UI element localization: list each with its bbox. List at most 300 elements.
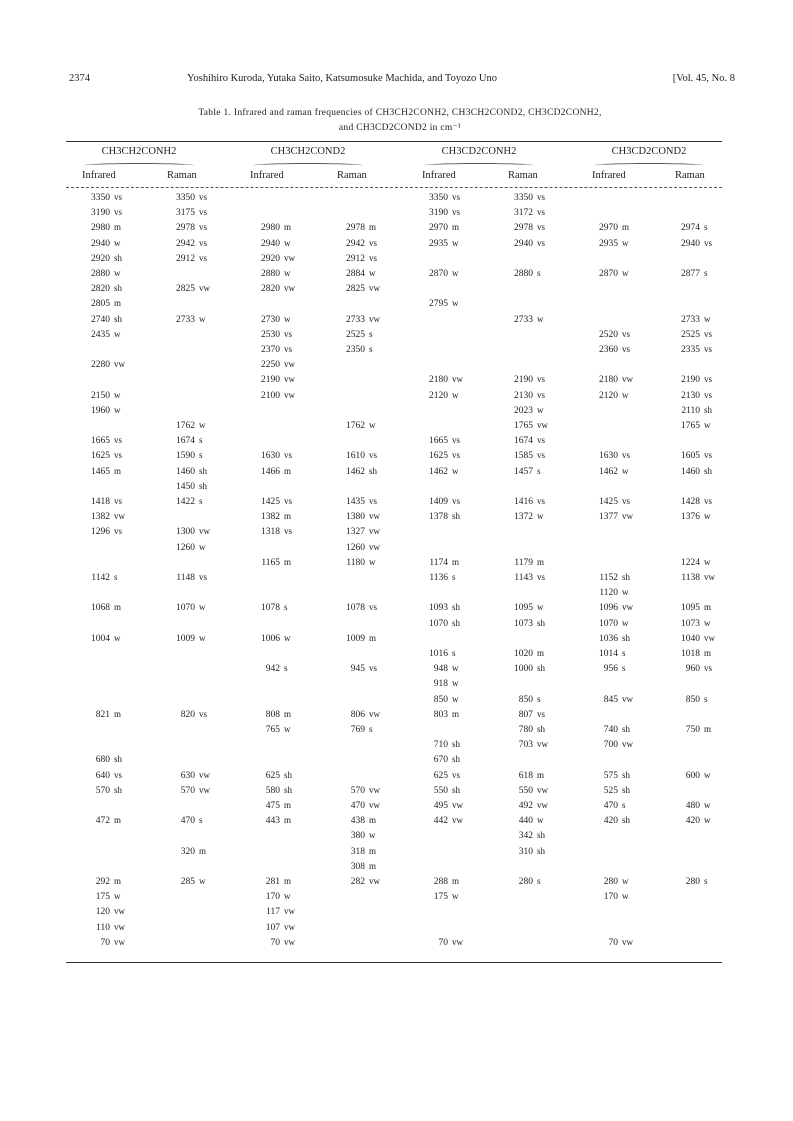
frequency-cell: 1457 s (514, 465, 541, 477)
frequency-cell: 2920 vw (261, 252, 295, 264)
frequency-cell: 1070 sh (429, 617, 461, 629)
table-row (0, 390, 793, 405)
frequency-cell: 942 s (265, 663, 288, 675)
table-row (0, 359, 793, 374)
frequency-cell: 492 vw (518, 800, 548, 811)
table-row (0, 587, 793, 602)
frequency-cell: 1014 s (599, 648, 626, 659)
frequency-cell: 570 vw (350, 784, 380, 796)
compound-header: CH3CD2COND2 (611, 146, 687, 157)
frequency-cell: 2870 w (429, 268, 459, 279)
frequency-cell: 570 sh (95, 784, 123, 796)
frequency-cell: 380 w (350, 830, 376, 842)
frequency-cell: 1665 vs (429, 435, 461, 447)
table-row (0, 207, 793, 222)
compound-header: CH3CD2CONH2 (441, 146, 517, 157)
frequency-cell: 808 m (265, 708, 292, 720)
frequency-cell: 580 sh (265, 784, 293, 796)
frequency-cell: 2733 w (514, 313, 544, 325)
frequency-cell: 803 m (433, 708, 460, 720)
frequency-cell: 2525 vs (681, 328, 713, 340)
table-row (0, 481, 793, 496)
table-row (0, 511, 793, 526)
frequency-cell: 2912 vs (346, 252, 378, 264)
table-row (0, 694, 793, 709)
table-row (0, 876, 793, 891)
frequency-cell: 1016 s (429, 648, 456, 659)
frequency-cell: 1152 sh (599, 572, 631, 583)
table-row (0, 450, 793, 465)
frequency-cell: 740 sh (603, 724, 631, 735)
frequency-cell: 342 sh (518, 830, 546, 842)
frequency-cell: 845 vw (603, 693, 633, 705)
table-bottom-rule (66, 962, 722, 963)
frequency-cell: 1073 sh (514, 617, 546, 629)
frequency-cell: 2130 vs (514, 389, 546, 401)
frequency-cell: 2335 vs (681, 344, 713, 355)
table-row (0, 238, 793, 253)
frequency-cell: 3350 vs (429, 192, 461, 203)
frequency-cell: 440 w (518, 815, 544, 827)
frequency-cell: 2733 w (176, 313, 206, 325)
table-row (0, 678, 793, 693)
frequency-cell: 280 w (603, 876, 629, 887)
frequency-cell: 1605 vs (681, 450, 713, 462)
frequency-cell: 1224 w (681, 556, 711, 568)
frequency-cell: 2884 w (346, 268, 376, 279)
frequency-cell: 2795 w (429, 298, 459, 310)
frequency-cell: 1000 sh (514, 663, 546, 675)
frequency-cell: 550 vw (518, 784, 548, 796)
frequency-cell: 2190 vs (681, 374, 713, 386)
frequency-cell: 1296 vs (91, 526, 123, 538)
frequency-cell: 1148 vs (176, 572, 208, 583)
frequency-cell: 1382 vw (91, 511, 125, 523)
frequency-cell: 3175 vs (176, 207, 208, 219)
frequency-cell: 2920 sh (91, 252, 123, 264)
frequency-cell: 1018 m (681, 648, 712, 659)
frequency-cell: 175 w (433, 891, 459, 903)
frequency-cell: 280 s (518, 876, 541, 887)
column-header-infrared: Infrared (592, 170, 626, 181)
table-caption-line-2: and CH3CD2COND2 in cm⁻¹ (338, 123, 462, 133)
frequency-cell: 2974 s (681, 222, 708, 234)
frequency-cell: 1425 vs (599, 496, 631, 507)
frequency-cell: 1180 w (346, 556, 376, 568)
table-row (0, 800, 793, 815)
column-header-infrared: Infrared (422, 170, 456, 181)
frequency-cell: 1260 vw (346, 541, 380, 553)
frequency-cell: 2940 vs (681, 237, 713, 249)
frequency-cell: 2825 vw (346, 283, 380, 295)
frequency-cell: 1300 vw (176, 526, 210, 538)
frequency-cell: 1020 m (514, 648, 545, 659)
volume-label: [Vol. 45, No. 8 (672, 73, 735, 84)
frequency-cell: 2280 vw (91, 359, 125, 371)
frequency-cell: 1327 vw (346, 526, 380, 538)
frequency-cell: 420 w (685, 815, 711, 827)
table-row (0, 420, 793, 435)
frequency-cell: 282 vw (350, 876, 380, 887)
frequency-cell: 1006 w (261, 632, 291, 644)
frequency-cell: 1409 vs (429, 496, 461, 507)
compound-brace (253, 163, 363, 168)
frequency-cell: 1120 w (599, 587, 629, 599)
frequency-cell: 2970 m (429, 222, 460, 234)
table-row (0, 557, 793, 572)
frequency-cell: 1165 m (261, 556, 292, 568)
frequency-cell: 308 m (350, 860, 377, 872)
frequency-cell: 288 m (433, 876, 460, 887)
column-header-raman: Raman (337, 170, 367, 181)
frequency-cell: 1460 sh (681, 465, 713, 477)
frequency-cell: 1318 vs (261, 526, 293, 538)
frequency-cell: 1466 m (261, 465, 292, 477)
frequency-cell: 2733 w (681, 313, 711, 325)
page-header (69, 73, 735, 89)
frequency-cell: 2877 s (681, 268, 708, 279)
frequency-cell: 70 vw (270, 936, 295, 948)
frequency-cell: 1625 vs (429, 450, 461, 462)
table-row (0, 496, 793, 511)
table-row (0, 906, 793, 921)
table-row (0, 253, 793, 268)
frequency-cell: 1136 s (429, 572, 456, 583)
frequency-cell: 1422 s (176, 496, 203, 507)
table-row (0, 222, 793, 237)
frequency-cell: 470 s (180, 815, 203, 827)
frequency-cell: 480 w (685, 800, 711, 811)
table-row (0, 830, 793, 845)
frequency-cell: 438 m (350, 815, 377, 827)
table-row (0, 435, 793, 450)
frequency-cell: 2870 w (599, 268, 629, 279)
frequency-cell: 1095 w (514, 602, 544, 614)
frequency-cell: 1009 m (346, 632, 377, 644)
frequency-cell: 618 m (518, 769, 545, 781)
frequency-cell: 1610 vs (346, 450, 378, 462)
frequency-cell: 2120 w (429, 389, 459, 401)
frequency-cell: 2110 sh (681, 404, 713, 416)
table-row (0, 861, 793, 876)
frequency-cell: 2978 vs (176, 222, 208, 234)
table-row (0, 785, 793, 800)
frequency-cell: 70 vw (608, 936, 633, 948)
frequency-cell: 2370 vs (261, 344, 293, 355)
frequency-cell: 310 sh (518, 845, 546, 857)
frequency-cell: 2730 w (261, 313, 291, 325)
table-row (0, 739, 793, 754)
frequency-cell: 2120 w (599, 389, 629, 401)
frequency-cell: 625 vs (433, 769, 461, 781)
frequency-cell: 1462 w (599, 465, 629, 477)
frequency-cell: 2520 vs (599, 328, 631, 340)
table-row (0, 770, 793, 785)
frequency-cell: 2360 vs (599, 344, 631, 355)
frequency-cell: 280 s (685, 876, 708, 887)
frequency-cell: 1070 w (599, 617, 629, 629)
frequency-cell: 120 vw (95, 906, 125, 918)
table-row (0, 344, 793, 359)
table-caption-line-1: Table 1. Infrared and raman frequencies of CH3CH2CONH2, CH3CH2COND2, CH3CD2CONH2, (198, 108, 602, 118)
frequency-cell: 2820 sh (91, 283, 123, 295)
frequency-cell: 2980 m (91, 222, 122, 234)
frequency-cell: 170 w (603, 891, 629, 903)
table-row (0, 618, 793, 633)
frequency-cell: 600 w (685, 769, 711, 781)
frequency-cell: 1260 w (176, 541, 206, 553)
frequency-cell: 960 vs (685, 663, 713, 675)
table-row (0, 937, 793, 952)
frequency-cell: 850 s (518, 693, 541, 705)
table-row (0, 314, 793, 329)
table-row (0, 754, 793, 769)
frequency-cell: 2350 s (346, 344, 373, 355)
table-row (0, 709, 793, 724)
frequency-cell: 2740 sh (91, 313, 123, 325)
frequency-cell: 2435 w (91, 328, 121, 340)
frequency-cell: 70 vw (100, 936, 125, 948)
frequency-cell: 2880 w (91, 268, 121, 279)
frequency-cell: 1078 vs (346, 602, 378, 614)
frequency-cell: 3190 vs (429, 207, 461, 219)
frequency-cell: 2942 vs (346, 237, 378, 249)
frequency-cell: 1762 w (346, 420, 376, 431)
frequency-cell: 1073 w (681, 617, 711, 629)
frequency-cell: 3190 vs (91, 207, 123, 219)
frequency-cell: 806 vw (350, 708, 380, 720)
table-row (0, 846, 793, 861)
frequency-cell: 1093 sh (429, 602, 461, 614)
page-number: 2374 (69, 73, 90, 84)
frequency-cell: 1036 sh (599, 632, 631, 644)
frequency-cell: 2980 m (261, 222, 292, 234)
frequency-cell: 2935 w (599, 237, 629, 249)
frequency-cell: 2150 w (91, 389, 121, 401)
frequency-cell: 710 sh (433, 739, 461, 751)
frequency-cell: 1665 vs (91, 435, 123, 447)
column-header-infrared: Infrared (250, 170, 284, 181)
table-row (0, 268, 793, 283)
table-row (0, 891, 793, 906)
column-header-raman: Raman (675, 170, 705, 181)
frequency-cell: 70 vw (438, 936, 463, 948)
frequency-cell: 470 s (603, 800, 626, 811)
frequency-cell: 2023 w (514, 404, 544, 416)
frequency-cell: 320 m (180, 845, 207, 857)
frequency-cell: 292 m (95, 876, 122, 887)
table-row (0, 542, 793, 557)
frequency-cell: 1009 w (176, 632, 206, 644)
frequency-cell: 1762 w (176, 420, 206, 431)
compound-brace (424, 163, 534, 168)
frequency-cell: 1068 m (91, 602, 122, 614)
frequency-cell: 1450 sh (176, 480, 208, 492)
column-header-infrared: Infrared (82, 170, 116, 181)
frequency-cell: 170 w (265, 891, 291, 903)
frequency-cell: 2940 w (91, 237, 121, 249)
frequency-cell: 1040 vw (681, 632, 715, 644)
frequency-cell: 780 sh (518, 724, 546, 735)
table-row (0, 922, 793, 937)
frequency-cell: 525 sh (603, 784, 631, 796)
author-line: Yoshihiro Kuroda, Yutaka Saito, Katsumosuke Machida, and Toyozo Uno (187, 73, 497, 84)
column-header-raman: Raman (167, 170, 197, 181)
frequency-cell: 850 s (685, 693, 708, 705)
frequency-cell: 2100 vw (261, 389, 295, 401)
frequency-cell: 703 vw (518, 739, 548, 751)
frequency-cell: 495 vw (433, 800, 463, 811)
table-row (0, 374, 793, 389)
frequency-cell: 475 m (265, 800, 292, 811)
frequency-cell: 1372 w (514, 511, 544, 523)
compound-brace (594, 163, 704, 168)
table-row (0, 283, 793, 298)
frequency-cell: 107 vw (265, 921, 295, 933)
frequency-cell: 680 sh (95, 754, 123, 766)
frequency-cell: 1674 s (176, 435, 203, 447)
frequency-cell: 1078 s (261, 602, 288, 614)
frequency-cell: 2190 vs (514, 374, 546, 386)
frequency-cell: 2978 m (346, 222, 377, 234)
table-top-rule (66, 141, 722, 142)
frequency-cell: 117 vw (266, 906, 295, 918)
column-header-raman: Raman (508, 170, 538, 181)
frequency-cell: 1460 sh (176, 465, 208, 477)
table-row (0, 466, 793, 481)
frequency-cell: 820 vs (180, 708, 208, 720)
frequency-cell: 945 vs (350, 663, 378, 675)
frequency-cell: 2978 vs (514, 222, 546, 234)
frequency-cell: 1960 w (91, 404, 121, 416)
frequency-cell: 765 w (265, 724, 291, 735)
frequency-cell: 2935 w (429, 237, 459, 249)
frequency-cell: 2180 vw (429, 374, 463, 386)
frequency-cell: 956 s (603, 663, 626, 675)
frequency-cell: 1435 vs (346, 496, 378, 507)
frequency-cell: 1765 vw (514, 420, 548, 431)
frequency-cell: 470 vw (350, 800, 380, 811)
frequency-cell: 3350 vs (176, 192, 208, 203)
frequency-cell: 2130 vs (681, 389, 713, 401)
frequency-cell: 1179 m (514, 556, 545, 568)
table-row (0, 298, 793, 313)
frequency-cell: 1630 vs (599, 450, 631, 462)
frequency-cell: 1585 vs (514, 450, 546, 462)
frequency-cell: 575 sh (603, 769, 631, 781)
frequency-cell: 2805 m (91, 298, 122, 310)
compound-header: CH3CH2CONH2 (101, 146, 177, 157)
frequency-cell: 1095 m (681, 602, 712, 614)
table-row (0, 572, 793, 587)
header-separator-rule (66, 187, 722, 188)
frequency-cell: 2190 vw (261, 374, 295, 386)
frequency-cell: 2733 vw (346, 313, 380, 325)
frequency-cell: 570 vw (180, 784, 210, 796)
table-row (0, 526, 793, 541)
frequency-cell: 1377 vw (599, 511, 633, 523)
frequency-cell: 625 sh (265, 769, 293, 781)
frequency-cell: 2940 vs (514, 237, 546, 249)
frequency-cell: 1425 vs (261, 496, 293, 507)
frequency-cell: 2820 vw (261, 283, 295, 295)
frequency-cell: 670 sh (433, 754, 461, 766)
frequency-cell: 1674 vs (514, 435, 546, 447)
frequency-cell: 1462 w (429, 465, 459, 477)
frequency-cell: 2970 m (599, 222, 630, 234)
frequency-cell: 175 w (95, 891, 121, 903)
frequency-cell: 1174 m (429, 556, 460, 568)
frequency-cell: 700 vw (603, 739, 633, 751)
frequency-cell: 1630 vs (261, 450, 293, 462)
frequency-cell: 640 vs (95, 769, 123, 781)
frequency-cell: 3350 vs (91, 192, 123, 203)
frequency-cell: 2525 s (346, 328, 373, 340)
frequency-cell: 1418 vs (91, 496, 123, 507)
frequency-cell: 1004 w (91, 632, 121, 644)
frequency-cell: 2825 vw (176, 283, 210, 295)
frequency-cell: 2250 vw (261, 359, 295, 371)
table-row (0, 405, 793, 420)
frequency-cell: 1376 w (681, 511, 711, 523)
frequency-cell: 1428 vs (681, 496, 713, 507)
frequency-cell: 318 m (350, 845, 377, 857)
frequency-cell: 1096 vw (599, 602, 633, 614)
frequency-cell: 769 s (350, 724, 373, 735)
frequency-cell: 285 w (180, 876, 206, 887)
frequency-cell: 1462 sh (346, 465, 378, 477)
frequency-cell: 443 m (265, 815, 292, 827)
frequency-cell: 1382 m (261, 511, 292, 523)
compound-header: CH3CH2COND2 (270, 146, 346, 157)
frequency-cell: 1143 vs (514, 572, 546, 583)
table-row (0, 815, 793, 830)
frequency-cell: 2880 s (514, 268, 541, 279)
frequency-cell: 2180 vw (599, 374, 633, 386)
table-row (0, 724, 793, 739)
frequency-cell: 420 sh (603, 815, 631, 827)
frequency-cell: 1380 vw (346, 511, 380, 523)
table-row (0, 663, 793, 678)
frequency-cell: 1625 vs (91, 450, 123, 462)
frequency-cell: 1590 s (176, 450, 203, 462)
table-row (0, 329, 793, 344)
frequency-cell: 2530 vs (261, 328, 293, 340)
frequency-cell: 442 vw (433, 815, 463, 827)
frequency-cell: 550 sh (433, 784, 461, 796)
frequency-cell: 110 vw (96, 921, 125, 933)
frequency-cell: 630 vw (180, 769, 210, 781)
table-row (0, 633, 793, 648)
table-row (0, 602, 793, 617)
frequency-cell: 3172 vs (514, 207, 546, 219)
frequency-cell: 918 w (433, 678, 459, 690)
table-row (0, 192, 793, 207)
frequency-cell: 2880 w (261, 268, 291, 279)
frequency-cell: 281 m (265, 876, 292, 887)
frequency-cell: 1465 m (91, 465, 122, 477)
frequency-cell: 1142 s (91, 572, 118, 583)
frequency-cell: 2912 vs (176, 252, 208, 264)
frequency-cell: 2942 vs (176, 237, 208, 249)
frequency-cell: 750 m (685, 724, 712, 735)
table-row (0, 648, 793, 663)
frequency-cell: 807 vs (518, 708, 546, 720)
compound-brace (84, 163, 194, 168)
frequency-cell: 821 m (95, 708, 122, 720)
frequency-cell: 472 m (95, 815, 122, 827)
frequency-cell: 1416 vs (514, 496, 546, 507)
